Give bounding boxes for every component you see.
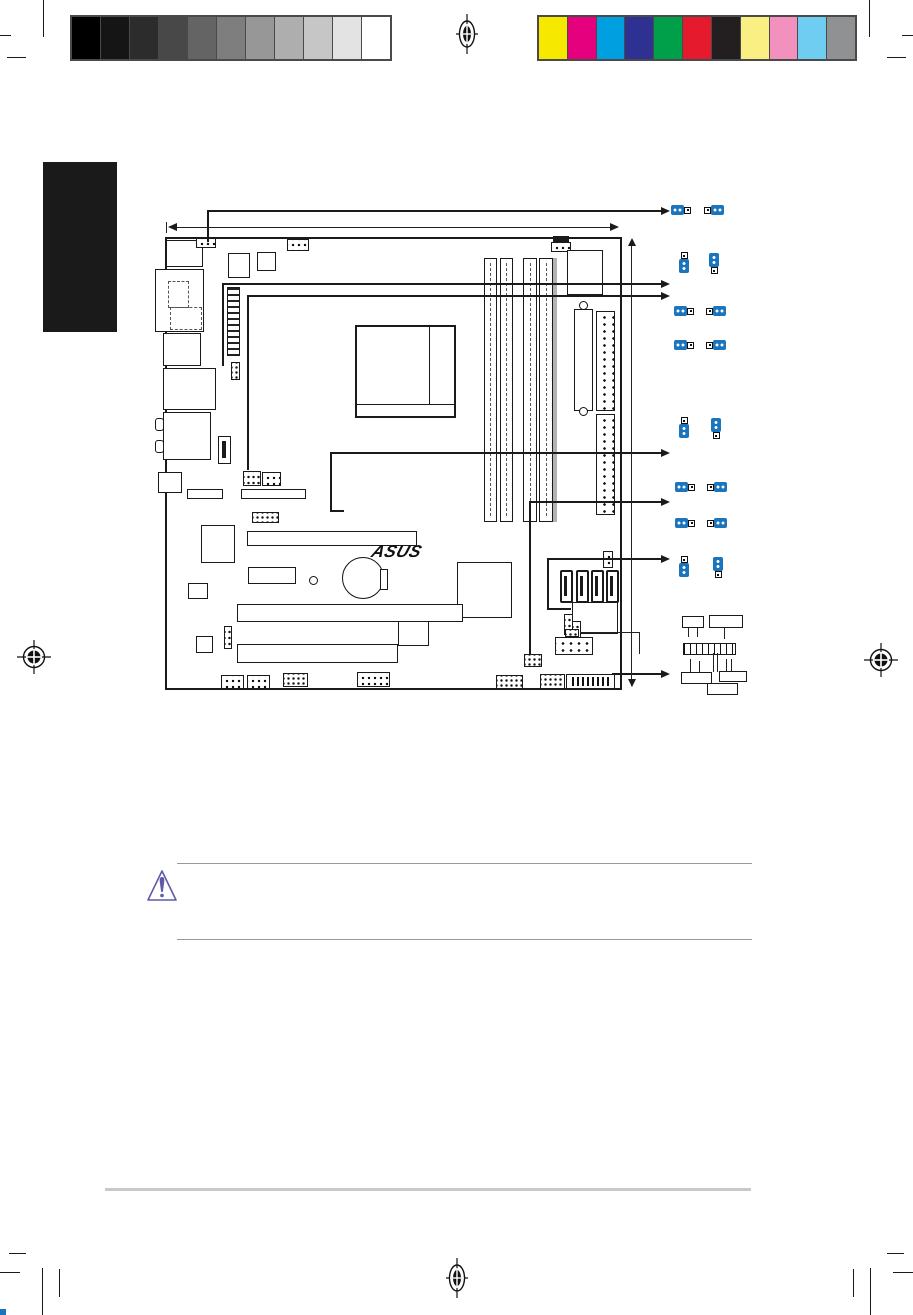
open-pin	[681, 556, 688, 563]
open-pin	[706, 342, 713, 349]
leader-line	[247, 295, 661, 297]
jumper-setting-1-2	[709, 253, 719, 274]
grayscale-step	[333, 17, 362, 59]
dimension-tick	[166, 222, 167, 233]
battery-clip	[380, 569, 388, 590]
jumper-setting-2-3	[707, 482, 727, 492]
mount-hole	[309, 576, 318, 585]
jumper-setting-1-2	[674, 340, 694, 350]
wire	[639, 632, 640, 654]
sata-slot	[610, 576, 613, 596]
dimm-keying	[490, 263, 491, 516]
header-10pin	[357, 672, 390, 687]
leader-line	[330, 452, 661, 454]
leader-line	[330, 510, 344, 512]
fp-pin	[717, 653, 718, 672]
edge-connector	[241, 489, 306, 499]
jumper-setting-2-3	[706, 340, 726, 350]
jumper-block-2x3	[524, 654, 542, 667]
header-10pin	[540, 674, 565, 689]
open-pin	[704, 207, 711, 214]
power-connector	[567, 250, 603, 295]
crop-mark	[887, 1253, 904, 1254]
width-dimension-line	[171, 227, 617, 228]
jumper-setting-2-3	[679, 252, 689, 273]
fp-pin-header	[683, 643, 736, 655]
grayscale-step	[188, 17, 217, 59]
leader-line	[612, 673, 661, 675]
jumper-setting-1-2	[713, 557, 723, 578]
leader-line	[247, 296, 249, 470]
jumper-cap	[713, 340, 726, 350]
leader-line	[547, 558, 549, 610]
grayscale-step	[72, 17, 101, 59]
open-pin	[688, 484, 695, 491]
jumper-cap	[711, 418, 721, 432]
dimm-slot-gray	[553, 258, 557, 522]
fp-pin	[726, 659, 727, 671]
leader-line	[222, 284, 224, 366]
crop-mark	[870, 1268, 871, 1315]
color-step	[798, 17, 827, 59]
leader-line	[547, 608, 571, 610]
arrowhead	[661, 670, 670, 678]
jumper-cap	[713, 306, 726, 316]
crop-mark	[9, 1253, 26, 1254]
jumper-cap	[675, 518, 688, 528]
fp-pin	[697, 628, 698, 637]
grayscale-step	[159, 17, 188, 59]
open-pin	[688, 520, 695, 527]
cpu-socket-edge	[356, 404, 455, 405]
edge-connector	[187, 489, 223, 499]
warning-icon	[145, 868, 179, 904]
open-pin	[707, 484, 714, 491]
crop-mark	[0, 1272, 20, 1273]
cd-audio-connector	[221, 675, 244, 689]
crop-mark	[853, 1269, 854, 1297]
dimm-keying	[530, 263, 531, 516]
grayscale-calibration-bar	[70, 15, 392, 61]
open-pin	[706, 308, 713, 315]
io-port	[163, 333, 201, 366]
jumper-cap	[674, 340, 687, 350]
aux-audio-connector	[247, 675, 270, 689]
crop-mark	[59, 1269, 60, 1297]
grayscale-step	[362, 17, 390, 59]
audio-port	[163, 412, 211, 460]
crop-mark	[893, 1272, 913, 1273]
pci-slot-1	[237, 604, 463, 622]
floppy-connector	[574, 309, 593, 411]
mount-hole	[579, 301, 588, 310]
grayscale-step	[275, 17, 304, 59]
crop-mark	[869, 0, 870, 37]
color-step	[683, 17, 712, 59]
color-step	[827, 17, 855, 59]
jumper-setting-2-3	[679, 417, 689, 438]
clrtc-jumper-header	[196, 238, 216, 248]
jumper-setting-1-2	[674, 306, 694, 316]
southbridge-chip	[457, 562, 512, 618]
chapter-tab	[43, 162, 117, 332]
open-pin	[711, 267, 718, 274]
arrowhead	[628, 238, 636, 246]
jumper-cap	[674, 306, 687, 316]
leader-line	[547, 558, 661, 560]
color-step	[597, 17, 626, 59]
cpu-socket-lever	[429, 326, 430, 405]
jumper-setting-2-3	[679, 556, 689, 577]
jumper-setting-1-2	[675, 518, 695, 528]
fp-pin	[731, 659, 732, 671]
jumper-cap	[714, 518, 727, 528]
color-step	[712, 17, 741, 59]
sata-slot	[222, 441, 226, 458]
fp-pin	[699, 661, 700, 672]
jumper-setting-1-2	[711, 418, 721, 439]
jumper-cap	[671, 205, 684, 215]
arrowhead	[610, 223, 619, 231]
chip	[257, 252, 276, 271]
pcie-x1-slot	[248, 567, 296, 584]
footer-rule	[105, 1188, 751, 1191]
registration-mark-icon	[456, 14, 478, 54]
color-patch	[0, 1309, 6, 1315]
lan-usb-port	[163, 368, 216, 410]
note-rule-bottom	[177, 939, 752, 940]
grayscale-step	[246, 17, 275, 59]
fp-pin	[688, 628, 689, 637]
grayscale-step	[304, 17, 333, 59]
jumper-setting-2-3	[704, 205, 724, 215]
open-pin	[707, 520, 714, 527]
sata-slot	[595, 576, 598, 596]
color-step	[741, 17, 770, 59]
port-inner	[168, 281, 189, 308]
leader-line	[222, 283, 661, 285]
jumper-setting-2-3	[706, 306, 726, 316]
leader-line	[529, 502, 531, 654]
jumper-cap	[709, 253, 719, 267]
chip	[201, 525, 235, 563]
ide-connector	[596, 414, 615, 515]
chip	[228, 253, 250, 278]
fan-connector	[287, 239, 309, 251]
jumper-cap	[675, 482, 688, 492]
note-rule-top	[177, 863, 752, 864]
jumper-block-2x3	[243, 471, 261, 486]
arrowhead	[168, 223, 177, 231]
connector-2pin	[565, 629, 579, 637]
arrowhead	[661, 555, 670, 563]
fp-pin	[690, 659, 691, 672]
jumper-setting-1-2	[675, 482, 695, 492]
sata-slot	[580, 576, 583, 596]
connector-3pin	[262, 472, 281, 486]
open-pin	[687, 308, 694, 315]
dimm-keying	[546, 263, 547, 516]
port-inner	[170, 307, 202, 330]
crop-mark	[902, 35, 913, 36]
leader-line	[529, 501, 661, 503]
registration-mark-icon	[864, 643, 898, 677]
dimm-keying	[506, 263, 507, 516]
registration-mark-icon	[17, 640, 51, 674]
registration-mark-icon	[446, 1258, 468, 1298]
arrowhead	[661, 280, 670, 288]
arrowhead	[661, 498, 670, 506]
crop-mark	[0, 35, 11, 36]
jumper-cap	[713, 557, 723, 571]
fp-box	[707, 683, 738, 695]
crop-mark	[7, 57, 26, 58]
asus-logo: ASUS	[369, 542, 425, 561]
open-pin	[715, 571, 722, 578]
usb-header	[555, 637, 593, 655]
pci-slot-2	[237, 644, 398, 663]
header-10pin	[496, 675, 523, 689]
fp-pin	[724, 628, 725, 639]
fp-box	[682, 616, 704, 628]
jumper-strip	[224, 626, 232, 649]
audio-jack	[155, 418, 164, 431]
crop-mark	[43, 0, 44, 37]
io-port	[158, 472, 182, 493]
arrowhead	[628, 679, 636, 687]
leader-line	[330, 452, 332, 512]
height-dimension-line	[631, 240, 632, 686]
grayscale-step	[101, 17, 130, 59]
cmos-battery	[342, 557, 384, 599]
chip	[196, 636, 213, 653]
color-step	[770, 17, 799, 59]
chip	[188, 583, 208, 599]
arrowhead	[661, 292, 670, 300]
jumper-cap	[711, 205, 724, 215]
crop-mark	[887, 57, 906, 58]
jumper-cap	[679, 259, 689, 273]
jumper-cap	[679, 424, 689, 438]
mount-hole	[579, 407, 588, 416]
fp-box	[709, 615, 743, 628]
open-pin	[713, 432, 720, 439]
color-step	[568, 17, 597, 59]
open-pin	[687, 342, 694, 349]
open-pin	[681, 417, 688, 424]
front-panel-audio-header	[227, 287, 240, 356]
header-5pin	[252, 512, 279, 523]
eatx-power-connector	[596, 311, 615, 411]
color-calibration-bar	[537, 15, 857, 61]
color-step	[654, 17, 683, 59]
jumper-setting-1-2	[671, 205, 691, 215]
arrowhead	[661, 449, 670, 457]
grayscale-step	[130, 17, 159, 59]
open-pin	[684, 207, 691, 214]
color-step	[625, 17, 654, 59]
jumper-cap	[679, 563, 689, 577]
leader-line	[207, 210, 661, 212]
grayscale-step	[217, 17, 246, 59]
arrowhead	[661, 207, 670, 215]
jumper-setting-2-3	[707, 518, 727, 528]
header-10pin	[283, 673, 308, 687]
onboard-jumper	[231, 362, 240, 380]
open-pin	[681, 252, 688, 259]
fp-box	[719, 671, 747, 682]
sata-slot	[564, 576, 567, 596]
color-step	[539, 17, 568, 59]
system-panel-header	[566, 674, 615, 689]
fp-pin	[713, 653, 714, 672]
jumper-cap	[714, 482, 727, 492]
crop-mark	[42, 1268, 43, 1315]
audio-jack	[155, 440, 164, 453]
